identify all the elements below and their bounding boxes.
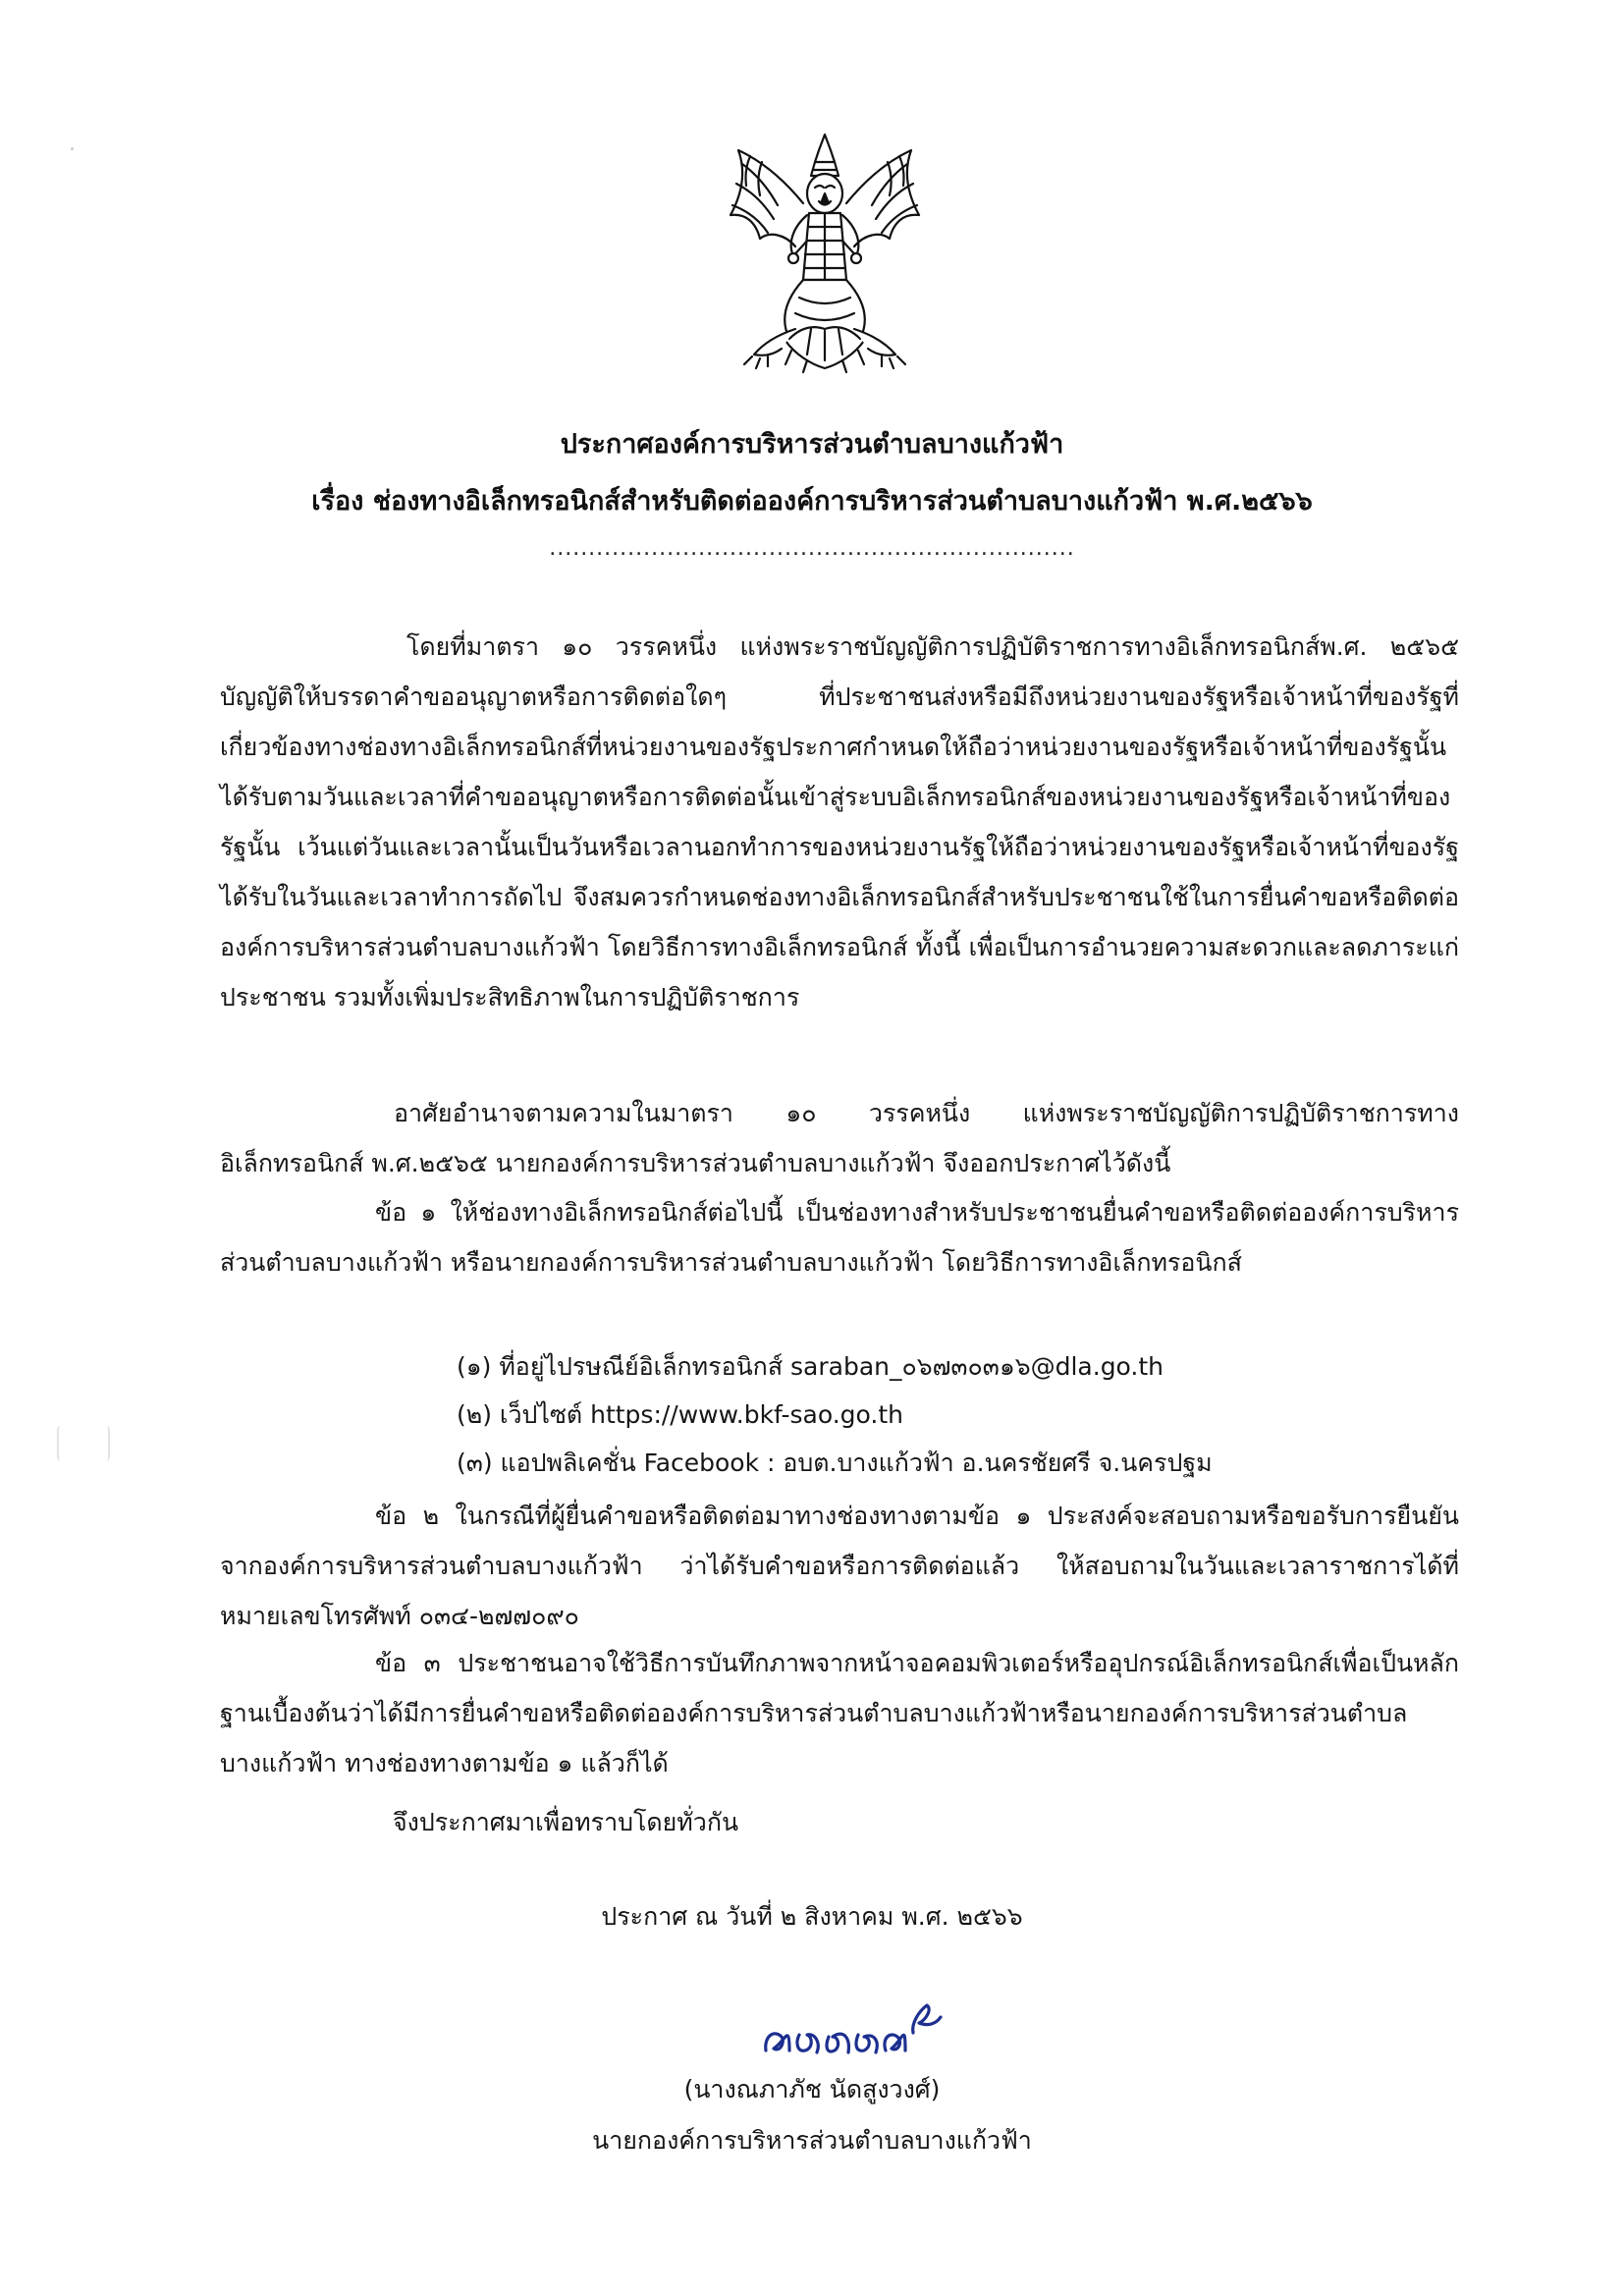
channel-email: (๑) ที่อยู่ไปรษณีย์อิเล็กทรอนิกส์ saraban_๐๖๗๓๐๓๑๖@dla.go.th: [457, 1352, 1164, 1381]
scan-speck: [71, 147, 74, 150]
signer-name: (นางณภาภัช นัดสูงวงศ์): [683, 2075, 941, 2104]
clause-1: ข้อ ๑ ให้ช่องทางอิเล็กทรอนิกส์ต่อไปนี้ เป็นช่องทางสำหรับประชาชนยื่นคำขอหรือติดต่อองค์การบริหารส่วนตำบลบางแก้วฟ้า หรือนายกองค์การบริหารส่วนตำบลบางแก้วฟ้า โดยวิธีการทางอิเล็กทรอนิกส์: [220, 1198, 1459, 1277]
announcement-title: ประกาศองค์การบริหารส่วนตำบลบางแก้วฟ้า: [560, 429, 1064, 460]
preamble-paragraph: โดยที่มาตรา ๑๐ วรรคหนึ่ง แห่งพระราชบัญญัติการปฏิบัติราชการทางอิเล็กทรอนิกส์พ.ศ. ๒๕๖๕ บัญญัติให้บรรดาคำขออนุญาตหรือการติดต่อใดๆ ที่ประชาชนส่งหรือมีถึงหน่วยงานของรัฐหรือเจ้าหน้าที่ของรัฐที่เกี่ยวข้องทางช่องทางอิเล็กทรอนิกส์ที่หน่วยงานของรัฐประกาศกำหนดให้ถือว่าหน่วยงานของรัฐหรือเจ้าหน้าที่ของรัฐนั้นได้รับตามวันและเวลาที่คำขออนุญาตหรือการติดต่อนั้นเข้าสู่ระบบอิเล็กทรอนิกส์ของหน่วยงานของรัฐหรือเจ้าหน้าที่ของรัฐนั้น เว้นแต่วันและเวลานั้นเป็นวันหรือเวลานอกทำการของหน่วยงานรัฐให้ถือว่าหน่วยงานของรัฐหรือเจ้าหน้าที่ของรัฐได้รับในวันและเวลาทำการถัดไป จึงสมควรกำหนดช่องทางอิเล็กทรอนิกส์สำหรับประชาชนใช้ในการยื่นคำขอหรือติดต่อองค์การบริหารส่วนตำบลบางแก้วฟ้า โดยวิธีการทางอิเล็กทรอนิกส์ ทั้งนี้ เพื่อเป็นการอำนวยความสะดวกและลดภาระแก่ประชาชน รวมทั้งเพิ่มประสิทธิภาพในการปฏิบัติราชการ: [220, 632, 1459, 1011]
scan-mark: [57, 1426, 110, 1461]
signer-title: นายกองค์การบริหารส่วนตำบลบางแก้วฟ้า: [592, 2126, 1032, 2155]
handwritten-signature: [756, 1994, 952, 2072]
authority-paragraph: อาศัยอำนาจตามความในมาตรา ๑๐ วรรคหนึ่ง แห่งพระราชบัญญัติการปฏิบัติราชการทางอิเล็กทรอนิกส์ พ.ศ.๒๕๖๕ นายกองค์การบริหารส่วนตำบลบางแก้วฟ้า จึงออกประกาศไว้ดังนี้: [220, 1099, 1459, 1177]
closing-statement: จึงประกาศมาเพื่อทราบโดยทั่วกัน: [393, 1808, 739, 1836]
announcement-date: ประกาศ ณ วันที่ ๒ สิงหาคม พ.ศ. ๒๕๖๖: [601, 1902, 1023, 1931]
announcement-subject: เรื่อง ช่องทางอิเล็กทรอนิกส์สำหรับติดต่อองค์การบริหารส่วนตำบลบางแก้วฟ้า พ.ศ.๒๕๖๖: [311, 486, 1313, 517]
clause-2: ข้อ ๒ ในกรณีที่ผู้ยื่นคำขอหรือติดต่อมาทางช่องทางตามข้อ ๑ ประสงค์จะสอบถามหรือขอรับการยืนยันจากองค์การบริหารส่วนตำบลบางแก้วฟ้า ว่าได้รับคำขอหรือการติดต่อแล้ว ให้สอบถามในวันและเวลาราชการได้ที่หมายเลขโทรศัพท์ ๐๓๔-๒๗๗๐๙๐: [220, 1502, 1459, 1630]
channel-facebook: (๓) แอปพลิเคชั่น Facebook : อบต.บางแก้วฟ้า อ.นครชัยศรี จ.นครปฐม: [457, 1449, 1213, 1477]
clause-3: ข้อ ๓ ประชาชนอาจใช้วิธีการบันทึกภาพจากหน้าจอคอมพิวเตอร์หรืออุปกรณ์อิเล็กทรอนิกส์เพื่อเป็นหลักฐานเบื้องต้นว่าได้มีการยื่นคำขอหรือติดต่อองค์การบริหารส่วนตำบลบางแก้วฟ้าหรือนายกองค์การบริหารส่วนตำบลบางแก้วฟ้า ทางช่องทางตามข้อ ๑ แล้วก็ได้: [220, 1649, 1459, 1777]
garuda-emblem-icon: [717, 133, 933, 378]
title-separator: ...................................................................: [549, 536, 1075, 561]
channel-website: (๒) เว็ปไซต์ https://www.bkf-sao.go.th: [457, 1400, 903, 1429]
